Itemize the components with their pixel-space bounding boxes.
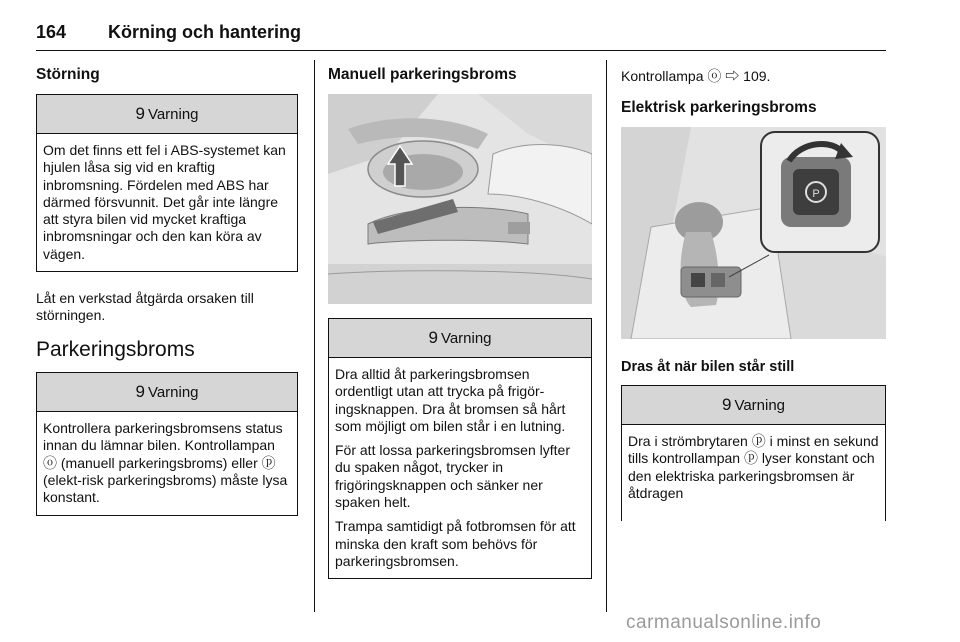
warning-box-abs	[36, 94, 298, 272]
warning-title: Varning	[147, 105, 199, 123]
warning-header	[329, 319, 591, 358]
warning-triangle-icon: 9	[721, 395, 732, 414]
subheading-apply: Dras åt när bilen står still	[621, 359, 795, 375]
warning-header	[37, 373, 297, 412]
warning-text: Dra i strömbrytaren ⓟ i minst en sekund tills kontrollampan ⓟ lyser konstant och den elektriska parkeringsbromsen är åtdragen	[628, 433, 879, 501]
column-divider	[606, 60, 607, 612]
page-number: 164	[36, 22, 67, 42]
warning-box-parking-brake	[36, 372, 298, 515]
section-heading-manual-brake: Manuell parkeringsbroms	[328, 66, 517, 83]
warning-paragraph: Dra alltid åt parkeringsbromsen ordentligt utan att trycka på frigör-ingsknappen. Dra åt bromsen så hårt som möjligt om bilen står i en lutning.	[335, 366, 566, 434]
watermark: carmanualsonline.info	[626, 612, 822, 633]
page-header	[36, 22, 886, 51]
manual-parking-brake-illustration	[328, 94, 592, 304]
warning-box-manual-brake	[328, 318, 592, 579]
warning-header	[622, 386, 885, 425]
column-right	[621, 60, 886, 521]
warning-title: Varning	[440, 329, 492, 347]
svg-text:P: P	[812, 188, 820, 200]
electric-parking-brake-illustration	[621, 127, 886, 339]
warning-paragraph: För att lossa parkeringsbromsen lyfter du spaken något, trycker in frigöringsknappen och sänker ner spaken helt.	[335, 442, 570, 511]
chapter-title: Körning och hantering	[108, 22, 301, 42]
section-heading-electric-brake: Elektrisk parkeringsbroms	[621, 99, 817, 116]
warning-triangle-icon: 9	[428, 328, 438, 347]
warning-paragraph: Trampa samtidigt på fotbromsen för att minska den kraft som behövs för parkeringsbromsen.	[335, 518, 576, 569]
warning-title: Varning	[147, 383, 199, 401]
column-divider	[314, 60, 315, 612]
section-heading-fault: Störning	[36, 66, 100, 83]
paragraph-indicator-ref: Kontrollampa ⓞ ⇨ 109.	[621, 68, 771, 84]
warning-box-electric-brake	[621, 385, 886, 521]
warning-text: Kontrollera parkeringsbromsens status innan du lämnar bilen. Kontrollampan ⓞ (manuell parkeringsbroms) eller ⓟ (elekt-risk parkeringsbroms) måste lysa konstant.	[43, 420, 288, 506]
warning-text: Om det finns ett fel i ABS-systemet kan hjulen låsa sig vid en kraftig inbromsning. Fördelen med ABS har därmed försvunnit. Det går inte längre att styra bilen vid mycket kraftiga inbromsningar och den kan köra av vägen.	[43, 142, 286, 262]
warning-title: Varning	[734, 396, 786, 414]
warning-header	[37, 95, 297, 134]
warning-triangle-icon: 9	[135, 382, 145, 402]
warning-triangle-icon: 9	[135, 104, 145, 123]
column-middle	[328, 60, 592, 579]
section-heading-parking-brake: Parkeringsbroms	[36, 338, 195, 362]
warning-text	[329, 358, 591, 578]
paragraph-workshop: Låt en verkstad åtgärda orsaken till störningen.	[36, 290, 254, 324]
column-left	[36, 60, 298, 516]
